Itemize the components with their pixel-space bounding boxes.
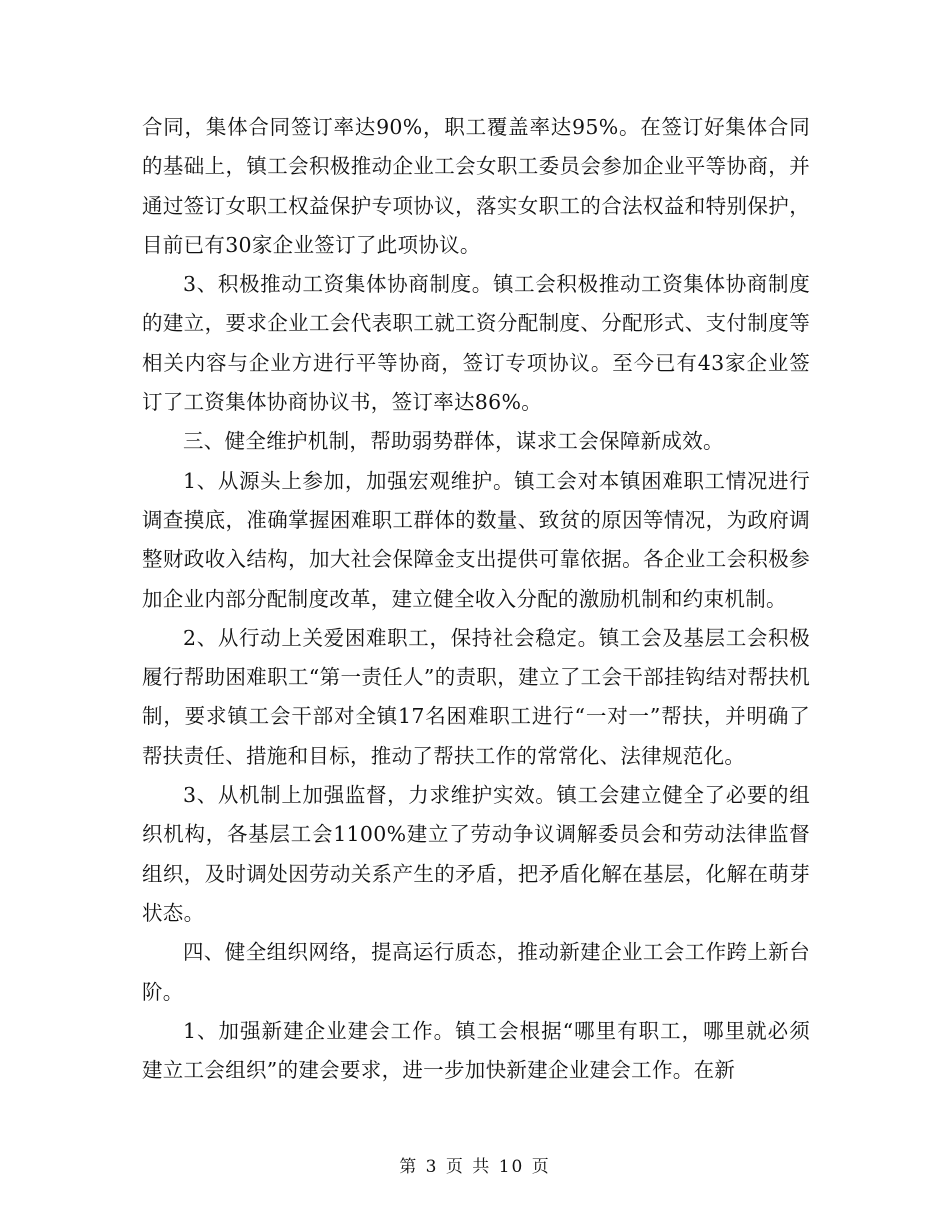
paragraph-6: 3、从机制上加强监督，力求维护实效。镇工会建立健全了必要的组织机构，各基层工会1100%建立了劳动争议调解委员会和劳动法律监督组织，及时调处因劳动关系产生的矛盾，把矛盾化解在基层，化解在萌芽状态。 <box>142 783 810 925</box>
paragraph-4: 1、从源头上参加，加强宏观维护。镇工会对本镇困难职工情况进行调查摸底，准确掌握困难职工群体的数量、致贫的原因等情况，为政府调整财政收入结构，加大社会保障金支出提供可靠依据。各企业工会积极参加企业内部分配制度改革，建立健全收入分配的激励机制和约束机制。 <box>142 468 810 611</box>
section-heading-3: 三、健全维护机制，帮助弱势群体，谋求工会保障新成效。 <box>183 429 724 454</box>
paragraph-1: 合同，集体合同签订率达90%，职工覆盖率达95%。在签订好集体合同的基础上，镇工会积极推动企业工会女职工委员会参加企业平等协商，并通过签订女职工权益保护专项协议，落实女职工的合法权益和特别保护，目前已有30家企业签订了此项协议。 <box>142 115 810 257</box>
paragraph-5: 2、从行动上关爱困难职工，保持社会稳定。镇工会及基层工会积极履行帮助困难职工“第一责任人”的责职，建立了工会干部挂钩结对帮扶机制，要求镇工会干部对全镇17名困难职工进行“一对一”帮扶，并明确了帮扶责任、措施和目标，推动了帮扶工作的常常化、法律规范化。 <box>142 625 810 768</box>
section-heading-4: 四、健全组织网络，提高运行质态，推动新建企业工会工作跨上新台阶。 <box>142 940 810 1004</box>
page-number-footer: 第 3 页 共 10 页 <box>399 1157 551 1177</box>
document-body <box>142 108 810 1090</box>
paragraph-8: 1、加强新建企业建会工作。镇工会根据“哪里有职工，哪里就必须建立工会组织”的建会要求，进一步加快新建企业建会工作。在新 <box>142 1018 810 1083</box>
paragraph-2: 3、积极推动工资集体协商制度。镇工会积极推动工资集体协商制度的建立，要求企业工会代表职工就工资分配制度、分配形式、支付制度等相关内容与企业方进行平等协商，签订专项协议。至今已有43家企业签订了工资集体协商协议书，签订率达86%。 <box>142 272 810 415</box>
